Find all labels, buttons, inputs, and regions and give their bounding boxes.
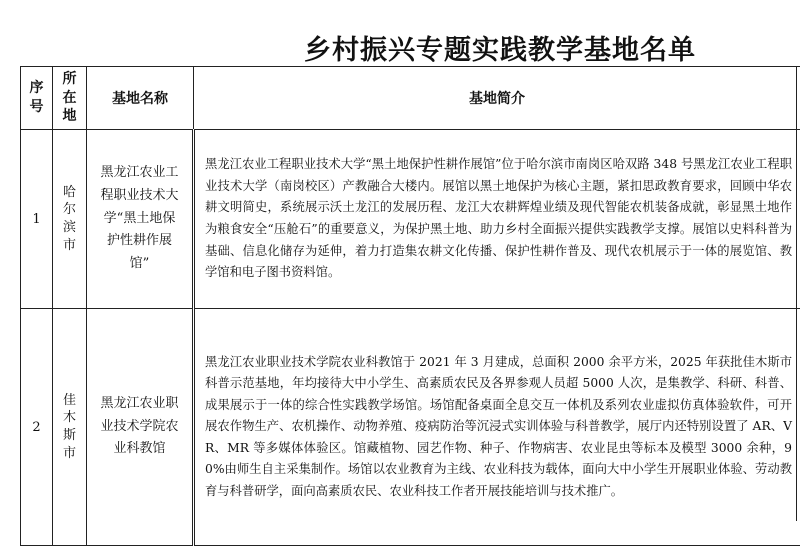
header-no: 序号 <box>21 67 53 130</box>
page-title: 乡村振兴专题实践教学基地名单 <box>0 28 800 67</box>
next-page-edge <box>796 66 800 521</box>
row-no: 1 <box>21 130 53 309</box>
header-location: 所在地 <box>53 67 87 130</box>
row-name: 黑龙江农业工程职业技术大学“黑土地保护性耕作展馆” <box>87 130 194 309</box>
header-intro: 基地简介 <box>194 67 800 130</box>
table-header-row <box>21 67 800 130</box>
row-location: 哈尔滨市 <box>53 130 87 309</box>
base-list-table <box>20 66 800 546</box>
row-intro: 黑龙江农业职业技术学院农业科教馆于 2021 年 3 月建成，总面积 2000 余平方米，2025 年获批佳木斯市科普示范基地，年均接待大中小学生、高素质农民及各界参观人员超 5000 人次，是集教学、科研、科普、成果展示于一体的综合性实践教学场馆。场馆配备桌面全息交互一体机及系列农业虚拟仿真体验软件，可开展农作物生产、农机操作、动物养殖、疫病防治等沉浸式实训体验与科普教学，展厅内还特别设置了 AR、VR、MR 等多媒体体验区。馆藏植物、园艺作物、种子、作物病害、农业昆虫等标本及模型 3000 余种，90%由师生自主采集制作。场馆以农业教育为主线、农业科技为载体，面向大中小学生开展职业体验、劳动教育与科普研学，面向高素质农民、农业科技工作者开展技能培训与技术推广。 <box>194 309 800 546</box>
table-row <box>21 130 800 309</box>
table-row <box>21 309 800 546</box>
row-location: 佳木斯市 <box>53 309 87 546</box>
header-name: 基地名称 <box>87 67 194 130</box>
row-intro: 黑龙江农业工程职业技术大学“黑土地保护性耕作展馆”位于哈尔滨市南岗区哈双路 348 号黑龙江农业工程职业技术大学（南岗校区）产教融合大楼内。展馆以黑土地保护为核心主题，紧扣思政教育要求，回顾中华农耕文明简史，系统展示沃土龙江的发展历程、龙江大农耕辉煌业绩及现代智能农机装备成就，彰显黑土地作为粮食安全“压舱石”的重要意义，为保护黑土地、助力乡村全面振兴提供实践教学支撑。展馆以史料科普为基础、信息化储存为延伸，着力打造集农耕文化传播、保护性耕作普及、现代农机展示于一体的展览馆、教学馆和电子图书资料馆。 <box>194 130 800 309</box>
row-name: 黑龙江农业职业技术学院农业科教馆 <box>87 309 194 546</box>
row-no: 2 <box>21 309 53 546</box>
